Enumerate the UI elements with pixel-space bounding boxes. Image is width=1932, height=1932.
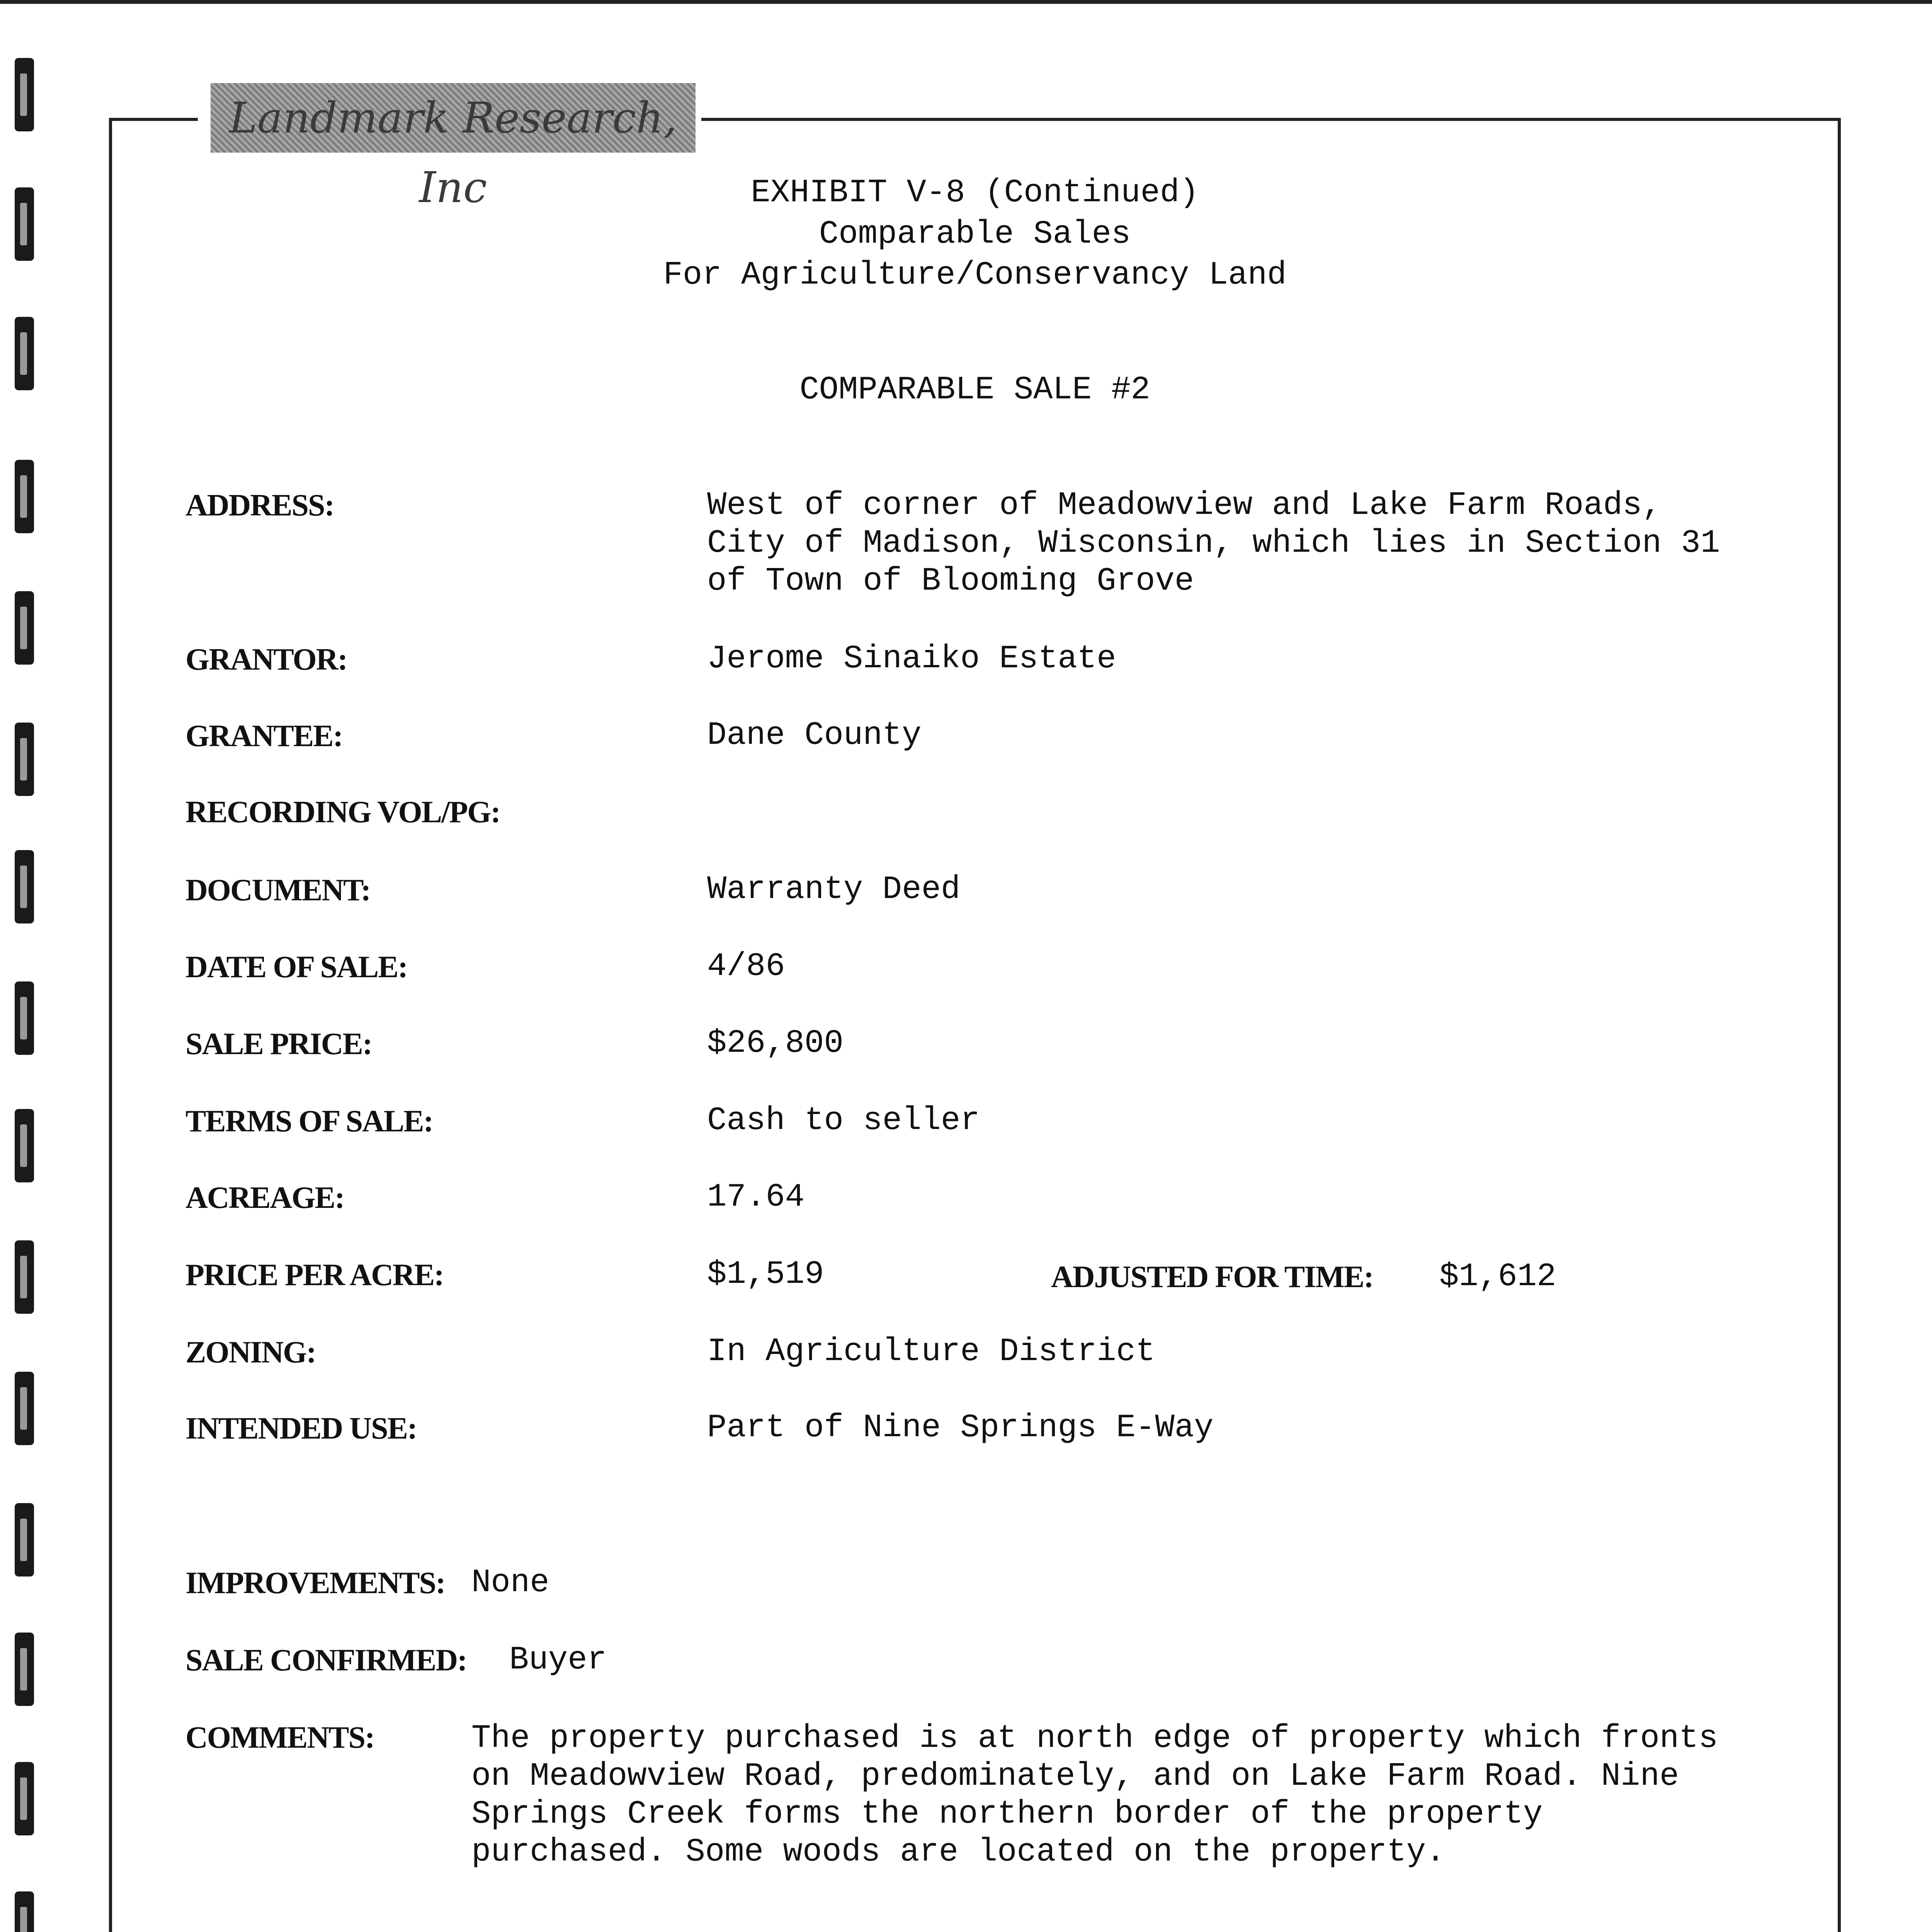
- terms-label: TERMS OF SALE:: [185, 1104, 433, 1138]
- sale-title: COMPARABLE SALE #2: [799, 372, 1150, 408]
- sale-price-label: SALE PRICE:: [185, 1027, 372, 1061]
- comments-line: The property purchased is at north edge of property which fronts: [471, 1720, 1718, 1757]
- comments-line: purchased. Some woods are located on the property.: [471, 1834, 1446, 1871]
- address-label: ADDRESS:: [185, 488, 334, 522]
- grantor-label: GRANTOR:: [185, 643, 347, 677]
- improvements-label: IMPROVEMENTS:: [185, 1566, 445, 1600]
- address-line: of Town of Blooming Grove: [707, 563, 1194, 600]
- grantee-value: Dane County: [707, 717, 922, 754]
- exhibit-title: EXHIBIT V-8 (Continued): [751, 175, 1199, 211]
- comments-label: COMMENTS:: [185, 1721, 374, 1755]
- scan-top-edge: [0, 0, 1932, 4]
- sale-confirmed-label: SALE CONFIRMED:: [185, 1643, 467, 1677]
- improvements-value: None: [471, 1565, 549, 1601]
- binding-ring: [15, 1762, 34, 1835]
- sale-price-value: $26,800: [707, 1025, 844, 1062]
- exhibit-category: For Agriculture/Conservancy Land: [663, 257, 1287, 294]
- binding-ring: [15, 1240, 34, 1314]
- intended-use-label: INTENDED USE:: [185, 1412, 417, 1446]
- binding-ring: [15, 723, 34, 796]
- document-value: Warranty Deed: [707, 871, 961, 908]
- zoning-label: ZONING:: [185, 1335, 316, 1369]
- adjusted-for-time-label: ADJUSTED FOR TIME:: [1051, 1260, 1373, 1294]
- terms-value: Cash to seller: [707, 1102, 980, 1139]
- price-per-acre-label: PRICE PER ACRE:: [185, 1258, 444, 1292]
- binding-ring: [15, 460, 34, 533]
- intended-use-value: Part of Nine Springs E-Way: [707, 1410, 1214, 1446]
- binding-ring: [15, 981, 34, 1055]
- binding-ring: [15, 187, 34, 261]
- exhibit-subtitle: Comparable Sales: [819, 216, 1131, 253]
- binding-ring: [15, 1633, 34, 1706]
- grantor-value: Jerome Sinaiko Estate: [707, 641, 1116, 677]
- binding-ring: [15, 1503, 34, 1577]
- binding-ring: [15, 1891, 34, 1932]
- sale-confirmed-value: Buyer: [509, 1642, 607, 1679]
- grantee-label: GRANTEE:: [185, 719, 343, 753]
- address-line: City of Madison, Wisconsin, which lies in Section 31: [707, 525, 1720, 562]
- zoning-value: In Agriculture District: [707, 1333, 1155, 1370]
- acreage-label: ACREAGE:: [185, 1181, 344, 1215]
- binding-ring: [15, 1109, 34, 1182]
- binding-ring: [15, 850, 34, 923]
- binding-ring: [15, 58, 34, 131]
- binding-ring: [15, 1372, 34, 1445]
- binding-ring: [15, 317, 34, 390]
- comments-line: Springs Creek forms the northern border of the property: [471, 1796, 1543, 1833]
- date-of-sale-value: 4/86: [707, 948, 785, 985]
- recording-label: RECORDING VOL/PG:: [185, 795, 500, 829]
- acreage-value: 17.64: [707, 1179, 805, 1216]
- document-label: DOCUMENT:: [185, 873, 371, 907]
- date-of-sale-label: DATE OF SALE:: [185, 950, 408, 984]
- price-per-acre-value: $1,519: [707, 1256, 824, 1293]
- company-logo: Landmark Research, Inc: [211, 83, 696, 153]
- address-line: West of corner of Meadowview and Lake Farm Roads,: [707, 487, 1662, 524]
- adjusted-for-time-value: $1,612: [1439, 1259, 1556, 1295]
- comments-line: on Meadowview Road, predominately, and on Lake Farm Road. Nine: [471, 1758, 1679, 1795]
- binding-ring: [15, 591, 34, 665]
